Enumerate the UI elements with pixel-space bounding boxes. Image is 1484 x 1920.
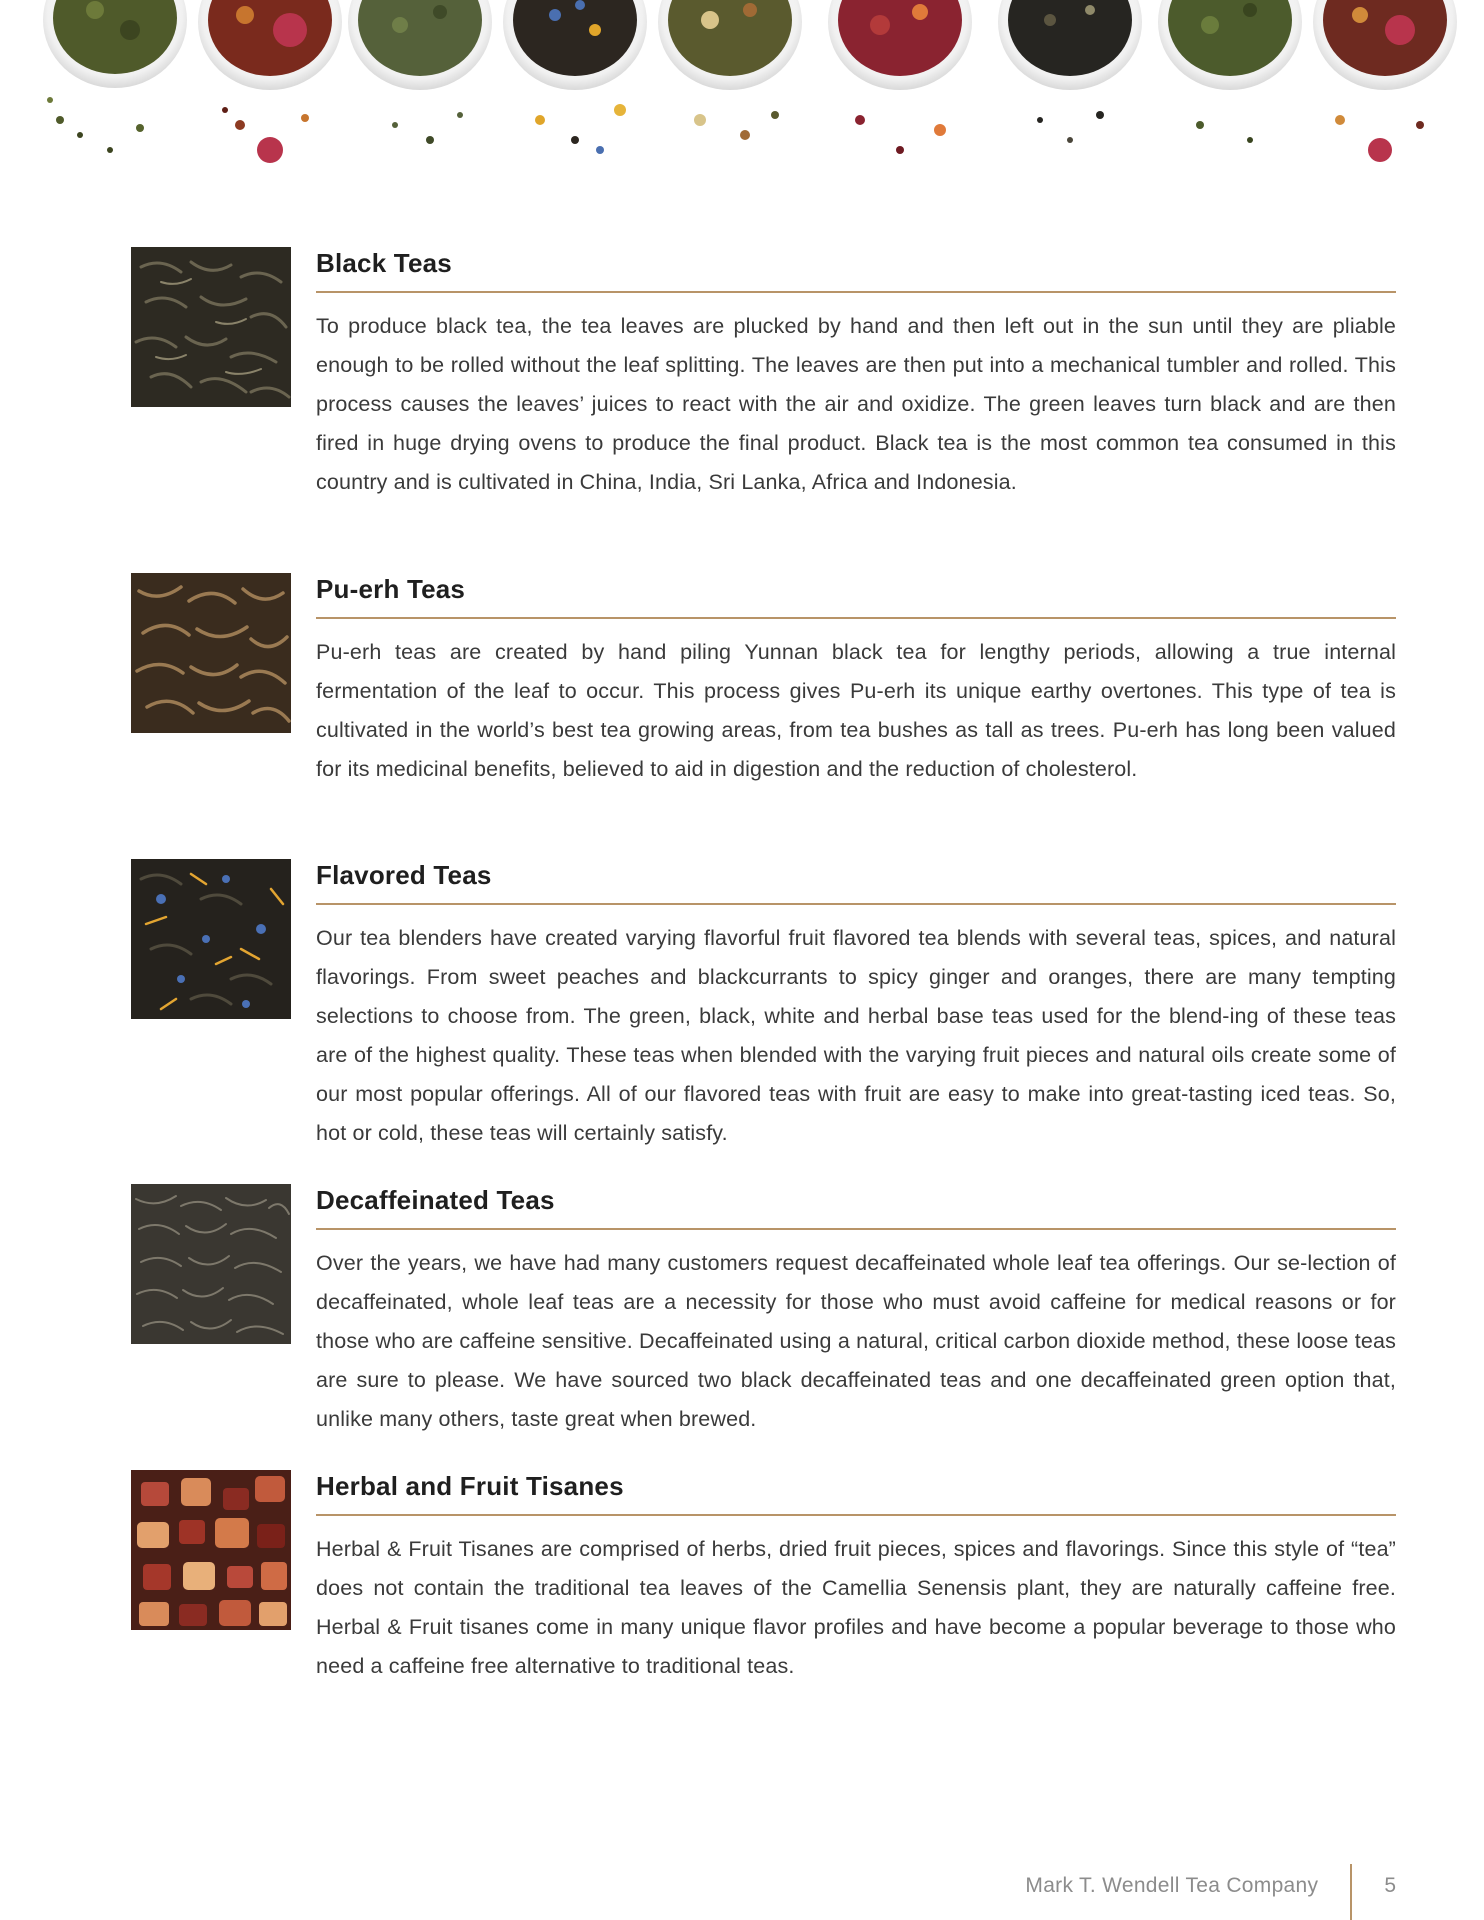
herbal-fruit-tisanes-heading: Herbal and Fruit Tisanes (316, 1470, 1396, 1516)
pu-erh-tea-leaves-icon (131, 573, 291, 733)
black-teas-content (316, 247, 1396, 502)
pu-erh-tea-image (131, 573, 291, 733)
pu-erh-teas-heading: Pu-erh Teas (316, 573, 1396, 619)
tea-bowl-green-leaf (348, 0, 492, 144)
tea-bowl-oolong (1158, 0, 1302, 143)
footer-company-name: Mark T. Wendell Tea Company (1025, 1874, 1319, 1897)
tea-bowl-flavored (503, 0, 647, 154)
tea-bowl-fruit (198, 0, 342, 163)
pu-erh-teas-content (316, 573, 1396, 789)
tea-bowls-banner (0, 0, 1484, 225)
herbal-fruit-tisanes-description: Herbal & Fruit Tisanes are comprised of herbs, dried fruit pieces, spices and flavorings. Since this style of “tea” does not contain the traditional tea leaves of the Camellia Senensis plant, they are naturally caffeine free. Herbal & Fruit tisanes come in many unique flavor profiles and have become a popular beverage to those who need a caffeine free alternative to traditional teas. (316, 1537, 1396, 1678)
footer-divider (1350, 1864, 1352, 1920)
herbal-fruit-tisanes-content (316, 1470, 1396, 1686)
flavored-teas-description: Our tea blenders have created varying flavorful fruit flavored tea blends with several teas, spices, and natural flavorings. From sweet peaches and blackcurrants to spicy ginger and oranges, there are many tempting selections to choose from. The green, black, white and herbal base teas used for the blend-ing of these teas are of the highest quality. These teas when blended with the varying fruit pieces and natural oils create some of our most popular offerings. All of our flavored teas with fruit are easy to make into great-tasting iced teas. So, hot or cold, these teas will certainly satisfy. (316, 926, 1396, 1145)
decaffeinated-tea-image (131, 1184, 291, 1344)
herbal-fruit-tisane-icon (131, 1470, 291, 1630)
tea-bowl-spiced (658, 0, 802, 140)
flavored-teas-content (316, 859, 1396, 1153)
tea-bowl-berry (1313, 0, 1457, 162)
page-number: 5 (1384, 1874, 1396, 1897)
decaffeinated-tea-leaves-icon (131, 1184, 291, 1344)
decaffeinated-teas-heading: Decaffeinated Teas (316, 1184, 1396, 1230)
pu-erh-teas-description: Pu-erh teas are created by hand piling Yunnan black tea for lengthy periods, allowing a true internal fermentation of the leaf to occur. This process gives Pu-erh its unique earthy overtones. This type of tea is cultivated in the world’s best tea growing areas, from tea bushes as tall as trees. Pu-erh has long been valued for its medicinal benefits, believed to aid in digestion and the reduction of cholesterol. (316, 640, 1396, 781)
black-teas-heading: Black Teas (316, 247, 1396, 293)
tea-bowl-black (998, 0, 1142, 143)
herbal-fruit-tisane-image (131, 1470, 291, 1630)
page-footer (1025, 1864, 1396, 1920)
flavored-tea-blend-icon (131, 859, 291, 1019)
black-tea-leaves-icon (131, 247, 291, 407)
black-teas-description: To produce black tea, the tea leaves are plucked by hand and then left out in the sun until they are pliable enough to be rolled without the leaf splitting. The leaves are then put into a mechanical tumbler and rolled. This process causes the leaves’ juices to react with the air and oxidize. The green leaves turn black and are then fired in huge drying ovens to produce the final product. Black tea is the most common tea consumed in this country and is cultivated in China, India, Sri Lanka, Africa and Indonesia. (316, 314, 1396, 494)
tea-bowl-green (43, 0, 187, 153)
black-tea-image (131, 247, 291, 407)
decaffeinated-teas-description: Over the years, we have had many customers request decaffeinated whole leaf tea offerings. Our se-lection of decaffeinated, whole leaf teas are a necessity for those who must avoid caffeine for medical reasons or for those who are caffeine sensitive. Decaffeinated using a natural, critical carbon dioxide method, these loose teas are sure to please. We have sourced two black decaffeinated teas and one decaffeinated green option that, unlike many others, taste great when brewed. (316, 1251, 1396, 1431)
flavored-teas-heading: Flavored Teas (316, 859, 1396, 905)
decaffeinated-teas-content (316, 1184, 1396, 1439)
flavored-tea-image (131, 859, 291, 1019)
tea-bowl-hibiscus (828, 0, 972, 154)
loose-tea-bowls-icon (0, 0, 1484, 225)
